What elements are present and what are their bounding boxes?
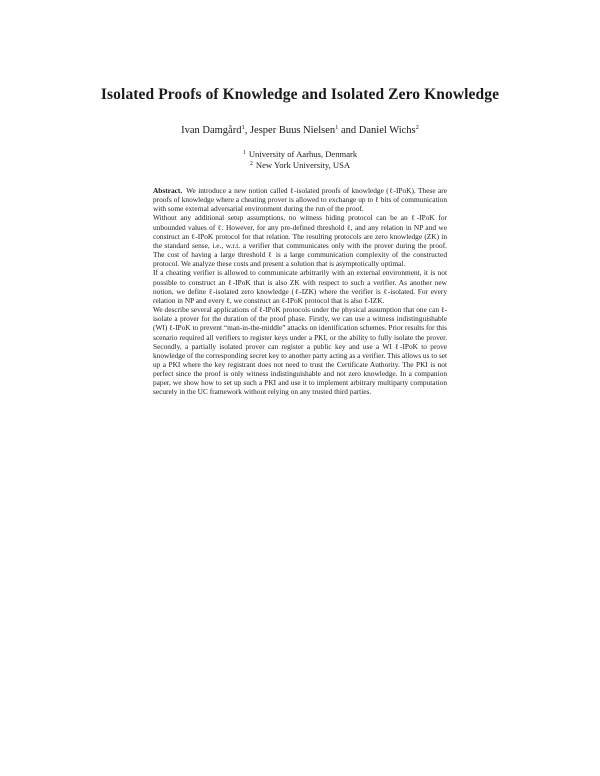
affiliation-text: New York University, USA [255,160,351,170]
abstract-paragraph: We describe several applications of ℓ-IPoK protocols under the physical assumption that one can ℓ-isolate a prover for the duration of the proof phase. Firstly, we can use a witness indistinguishable (WI) ℓ-IPoK to prevent “man-in-the-middle” attacks on identification schemes. Prior results for this scenario required all verifiers to register keys under a PKI, or the ability to fully isolate the prover. Secondly, a partially isolated prover can register a public key and use a WI ℓ-IPoK to prove knowledge of the corresponding secret key to another party acting as a verifier. This allows us to set up a PKI where the key registrant does not need to trust the Certificate Authority. The PKI is not perfect since the proof is only witness indistinguishable and not zero knowledge. In a companion paper, we show how to set up such a PKI and use it to implement arbitrary multiparty computation securely in the UC framework without relying on any trusted third parties. [153,305,447,397]
affiliation [0,148,600,159]
affiliation-mark: 1 [242,150,246,156]
author-name: Jesper Buus Nielsen [249,125,336,136]
abstract [153,186,447,397]
affiliation-text: University of Aarhus, Denmark [248,149,358,159]
affiliation-mark: 2 [249,161,253,167]
author-line [0,124,600,136]
affiliations [0,148,600,170]
author-affil-mark: 1 [335,124,339,131]
author-separator: and [338,125,359,136]
author-separator: , [244,125,250,136]
paper-title: Isolated Proofs of Knowledge and Isolated Zero Knowledge [100,86,500,103]
abstract-paragraph [153,186,447,213]
affiliation [0,159,600,170]
abstract-paragraph: If a cheating verifier is allowed to communicate arbitrarily with an external environment, it is not possible to construct an ℓ-IPoK that is also ZK with respect to such a verifier. As another new notion, we define ℓ-isolated zero knowledge (ℓ-IZK) where the verifier is ℓ-isolated. For every relation in NP and every ℓ, we construct an ℓ-IPoK protocol that is also ℓ-IZK. [153,268,447,305]
abstract-label: Abstract. [153,186,183,195]
abstract-text: We introduce a new notion called ℓ-isolated proofs of knowledge (ℓ-IPoK). These are proofs of knowledge where a cheating prover is allowed to exchange up to ℓ bits of communication with some external adversarial environment during the run of the proof. [153,186,447,214]
abstract-paragraph: Without any additional setup assumptions, no witness hiding protocol can be an ℓ-IPoK for unbounded values of ℓ. However, for any pre-defined threshold ℓ, and any relation in NP and we construct an ℓ-IPoK protocol for that relation. The resulting protocols are zero knowledge (ZK) in the standard sense, i.e., w.r.t. a verifier that communicates only with the prover during the proof. The cost of having a large threshold ℓ is a large communication complexity of the constructed protocol. We analyze these costs and present a solution that is asymptotically optimal. [153,213,447,269]
author-name: Daniel Wichs [358,125,416,136]
author-affil-mark: 2 [415,124,419,131]
author-affil-mark: 1 [241,124,245,131]
author-name: Ivan Damgård [181,125,242,136]
